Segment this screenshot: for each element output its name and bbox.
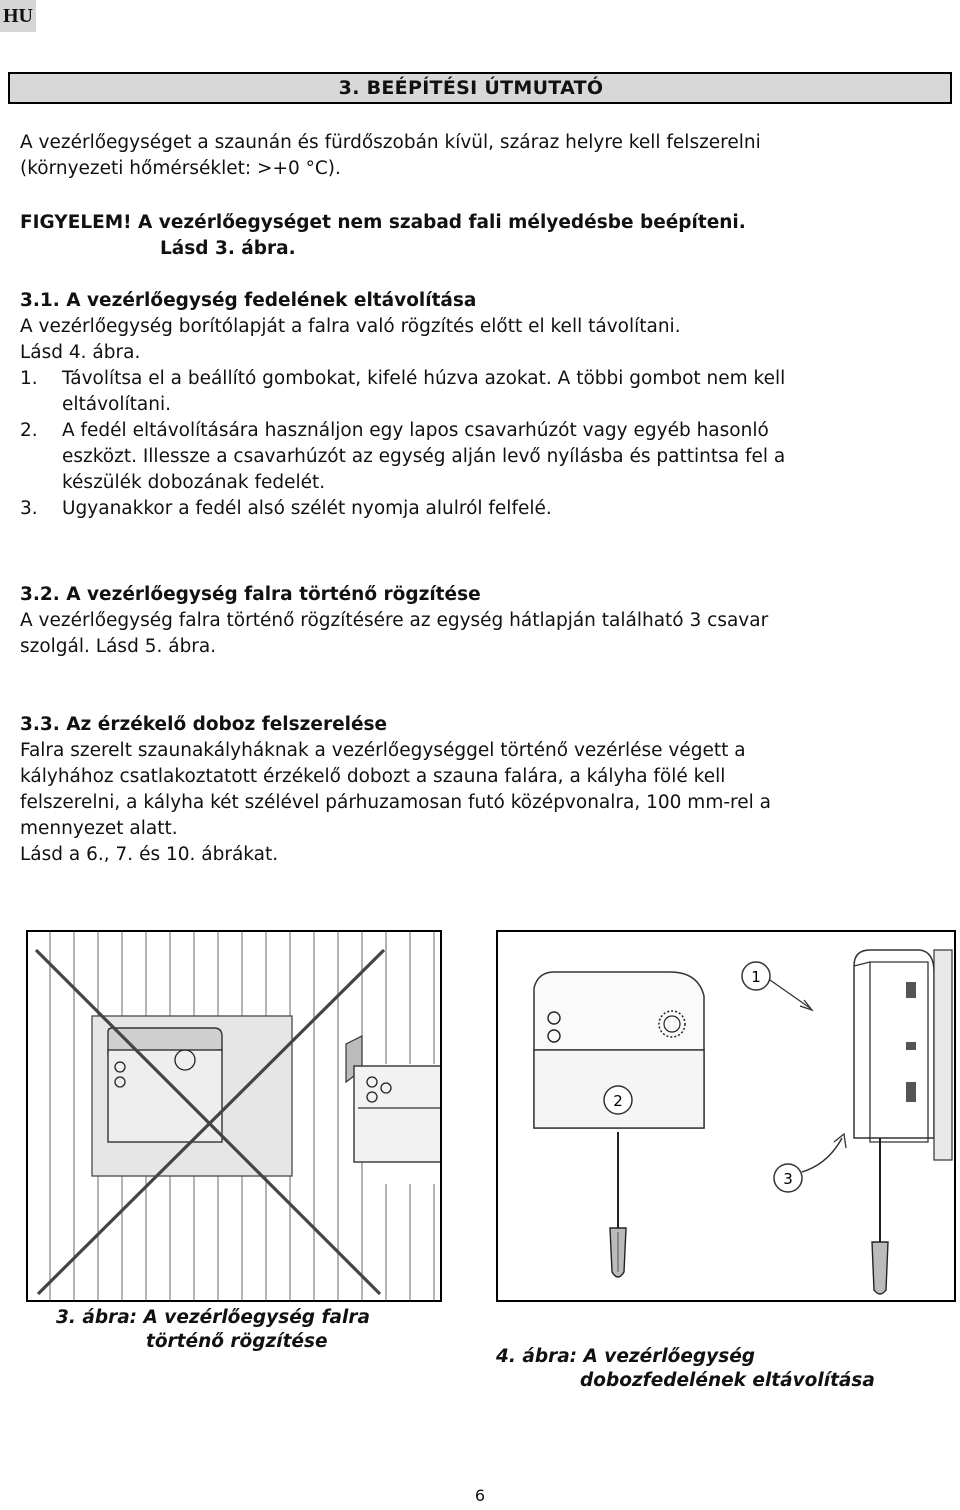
s31-ref: Lásd 4. ábra. <box>20 342 141 363</box>
s33-line4: mennyezet alatt. <box>20 818 178 839</box>
s31-step1-num: 1. <box>20 368 38 389</box>
figure-3-illustration <box>26 930 442 1302</box>
s31-step2-num: 2. <box>20 420 38 441</box>
s32-heading: 3.2. A vezérlőegység falra történő rögzítése <box>20 584 481 605</box>
callout-1: 1 <box>751 968 761 986</box>
figure-3-drawing <box>28 932 440 1300</box>
intro-line-1: A vezérlőegységet a szaunán és fürdőszobán kívül, száraz helyre kell felszerelni <box>20 132 761 153</box>
callout-2: 2 <box>613 1092 623 1110</box>
s31-heading: 3.1. A vezérlőegység fedelének eltávolítása <box>20 290 477 311</box>
s31-step1-line1: Távolítsa el a beállító gombokat, kifelé húzva azokat. A többi gombot nem kell <box>62 368 786 389</box>
s32-line1: A vezérlőegység falra történő rögzítésére az egység hátlapján található 3 csavar <box>20 610 769 631</box>
warning-ref: Lásd 3. ábra. <box>160 238 296 259</box>
s31-step2-line1: A fedél eltávolítására használjon egy lapos csavarhúzót vagy egyéb hasonló <box>62 420 769 441</box>
s31-step2-line2: eszközt. Illessze a csavarhúzót az egység alján levő nyílásba és pattintsa fel a <box>62 446 786 467</box>
figure-3-caption-line-1: 3. ábra: A vezérlőegység falra <box>56 1307 370 1328</box>
intro-line-2: (környezeti hőmérséklet: >+0 °C). <box>20 158 341 179</box>
s33-line1: Falra szerelt szaunakályháknak a vezérlőegységgel történő vezérlése végett a <box>20 740 746 761</box>
figure-4-drawing <box>498 932 954 1300</box>
page-number: 6 <box>474 1486 486 1505</box>
s33-line2: kályhához csatlakoztatott érzékelő dobozt a szauna falára, a kályha fölé kell <box>20 766 726 787</box>
callout-3: 3 <box>783 1170 793 1188</box>
s31-step1-line2: eltávolítani. <box>62 394 171 415</box>
figure-4-caption-line-1: 4. ábra: A vezérlőegység <box>496 1346 756 1367</box>
section-title-box <box>8 72 952 104</box>
s31-step2-line3: készülék dobozának fedelét. <box>62 472 326 493</box>
warning-text: FIGYELEM! A vezérlőegységet nem szabad fali mélyedésbe beépíteni. <box>20 212 746 233</box>
language-tag: HU <box>0 0 36 32</box>
section-title: 3. BEÉPÍTÉSI ÚTMUTATÓ <box>338 77 604 99</box>
figure-4-illustration <box>496 930 956 1302</box>
s32-line2: szolgál. Lásd 5. ábra. <box>20 636 217 657</box>
s31-step3-num: 3. <box>20 498 38 519</box>
figure-3-caption-line-2: történő rögzítése <box>146 1331 328 1352</box>
s33-ref: Lásd a 6., 7. és 10. ábrákat. <box>20 844 279 865</box>
s33-line3: felszerelni, a kályha két szélével párhuzamosan futó középvonalra, 100 mm-rel a <box>20 792 771 813</box>
figure-4-caption-line-2: dobozfedelének eltávolítása <box>580 1370 875 1391</box>
s33-heading: 3.3. Az érzékelő doboz felszerelése <box>20 714 388 735</box>
s31-text: A vezérlőegység borítólapját a falra való rögzítés előtt el kell távolítani. <box>20 316 681 337</box>
s31-step3-line1: Ugyanakkor a fedél alsó szélét nyomja alulról felfelé. <box>62 498 552 519</box>
